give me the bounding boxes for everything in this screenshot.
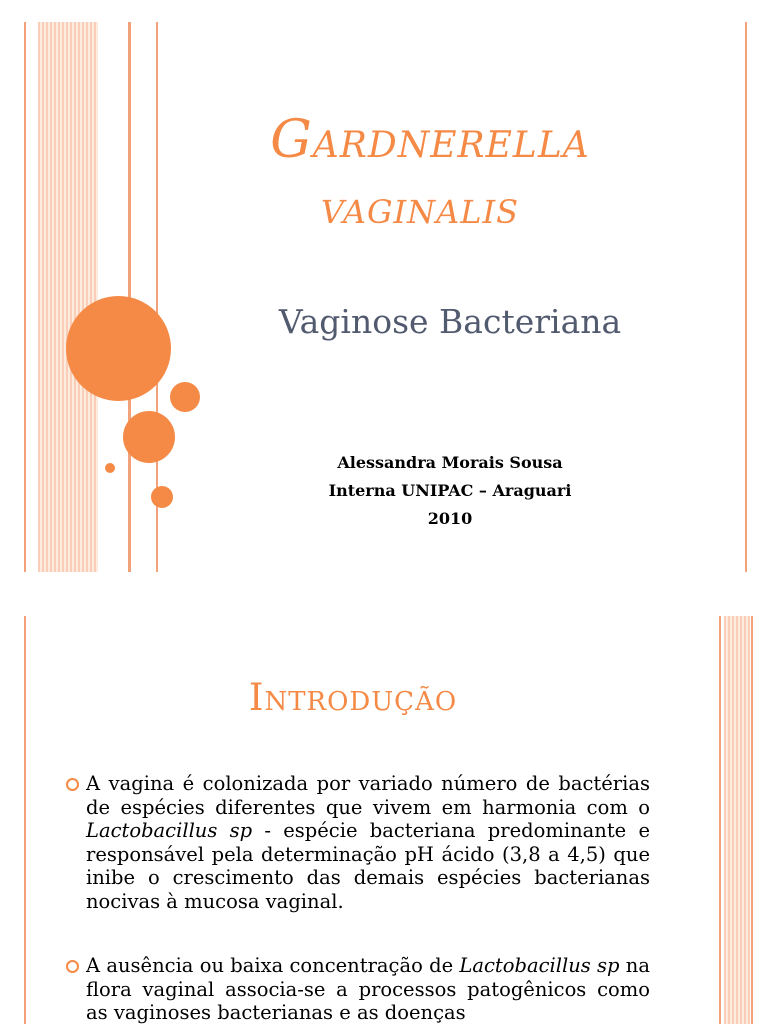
decorative-line [719, 616, 721, 1024]
slide-title-line1: Gardnerella [270, 110, 590, 170]
bullet-text: na flora vaginal associa-se a processos patogênicos como as vaginoses bacterianas e as doenças [86, 954, 650, 1024]
decorative-line [751, 616, 753, 1024]
decorative-circle-small [170, 382, 200, 412]
bullet-text-italic: Lactobacillus sp [86, 819, 253, 842]
decorative-stripe-band [724, 616, 750, 1024]
intro-title: Introdução [248, 676, 458, 719]
decorative-line [24, 22, 26, 572]
bullet-text: A ausência ou baixa concentração de [86, 954, 460, 977]
bullet-text-italic: Lactobacillus sp [459, 954, 620, 977]
author-affiliation: Interna UNIPAC – Araguari [328, 481, 572, 500]
author-name: Alessandra Morais Sousa [337, 453, 563, 472]
presentation-year: 2010 [427, 509, 473, 528]
bullet-icon [66, 960, 79, 973]
bullet-paragraph-1 [86, 772, 650, 913]
decorative-circle-tiny [105, 463, 115, 473]
decorative-stripe-band [38, 22, 98, 572]
bullet-text: A vagina é colonizada por variado número de bactérias de espécies diferentes que vivem em harmonia com o [86, 772, 650, 819]
slide-title-line2: vaginalis [320, 180, 520, 234]
bullet-text: - espécie bacteriana predominante e responsável pela determinação pH ácido (3,8 a 4,5) que inibe o crescimento das demais espécies bacterianas nocivas à mucosa vaginal. [86, 819, 650, 913]
bullet-icon [66, 778, 79, 791]
bullet-paragraph-2 [86, 954, 650, 1025]
slide-subtitle: Vaginose Bacteriana [278, 302, 622, 341]
